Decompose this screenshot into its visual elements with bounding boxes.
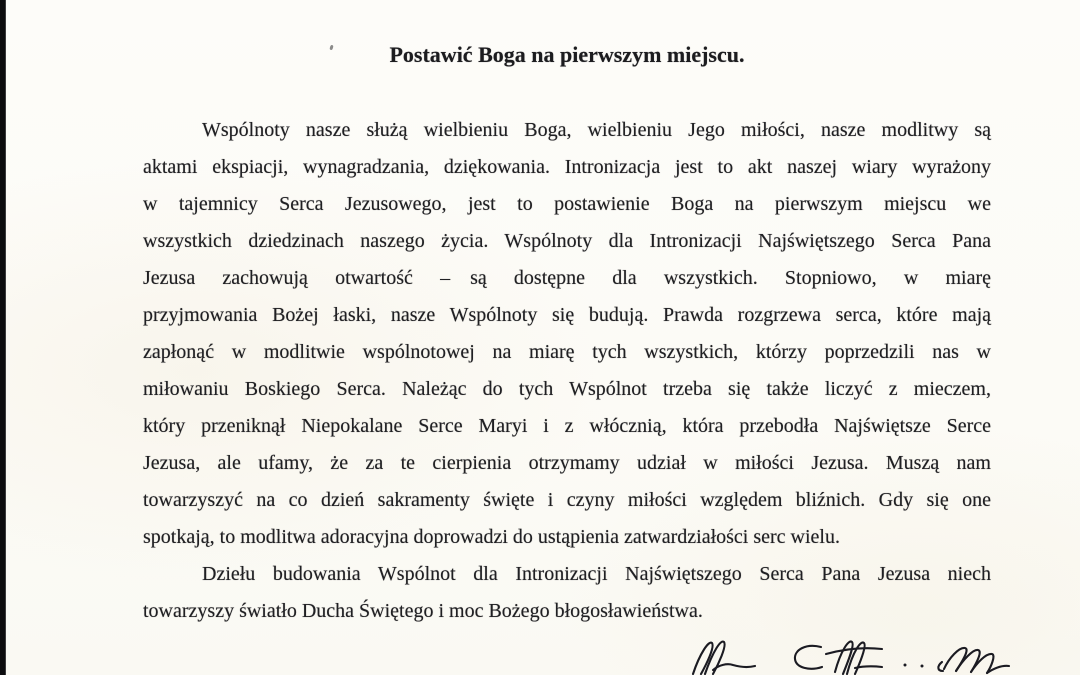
text-line: Jezusa zachowują otwartość – są dostępne dla wszystkich. Stopniowo, w miarę [143,267,991,289]
text-line: towarzyszy światło Ducha Świętego i moc Bożego błogosławieństwa. [143,600,703,622]
text-line: przyjmowania Bożej łaski, nasze Wspólnoty się budują. Prawda rozgrzewa serca, które mają [143,304,991,326]
document-body [143,112,991,630]
text-line: Jezusa, ale ufamy, że za te cierpienia otrzymamy udział w miłości Jezusa. Muszą nam [143,452,991,474]
text-line: w tajemnicy Serca Jezusowego, jest to postawienie Boga na pierwszym miejscu we [143,193,991,215]
text-line: miłowaniu Boskiego Serca. Należąc do tych Wspólnot trzeba się także liczyć z mieczem, [143,378,991,400]
text-line: który przeniknął Niepokalane Serce Maryi i z włócznią, która przebodła Najświętsze Serce [143,415,991,437]
document-title: Postawić Boga na pierwszym miejscu. [389,42,745,67]
text-line: spotkają, to modlitwa adoracyjna doprowadzi do ustąpienia zatwardziałości serc wielu. [143,526,840,548]
text-line: Dziełu budowania Wspólnot dla Intronizacji Najświętszego Serca Pana Jezusa niech [202,563,991,585]
text-line: towarzyszyć na co dzień sakramenty święte i czyny miłości względem bliźnich. Gdy się one [143,489,991,511]
scan-edge-bar [0,0,6,675]
handwritten-signature-icon [658,638,1050,675]
text-line: Wspólnoty nasze służą wielbieniu Boga, wielbieniu Jego miłości, nasze modlitwy są [202,119,991,141]
text-line: zapłonąć w modlitwie wspólnotowej na miarę tych wszystkich, którzy poprzedzili nas w [143,341,991,363]
text-line: wszystkich dziedzinach naszego życia. Wspólnoty dla Intronizacji Najświętszego Serca Pana [143,230,991,252]
text-line: aktami ekspiacji, wynagradzania, dziękowania. Intronizacja jest to akt naszej wiary wyrażony [143,156,991,178]
